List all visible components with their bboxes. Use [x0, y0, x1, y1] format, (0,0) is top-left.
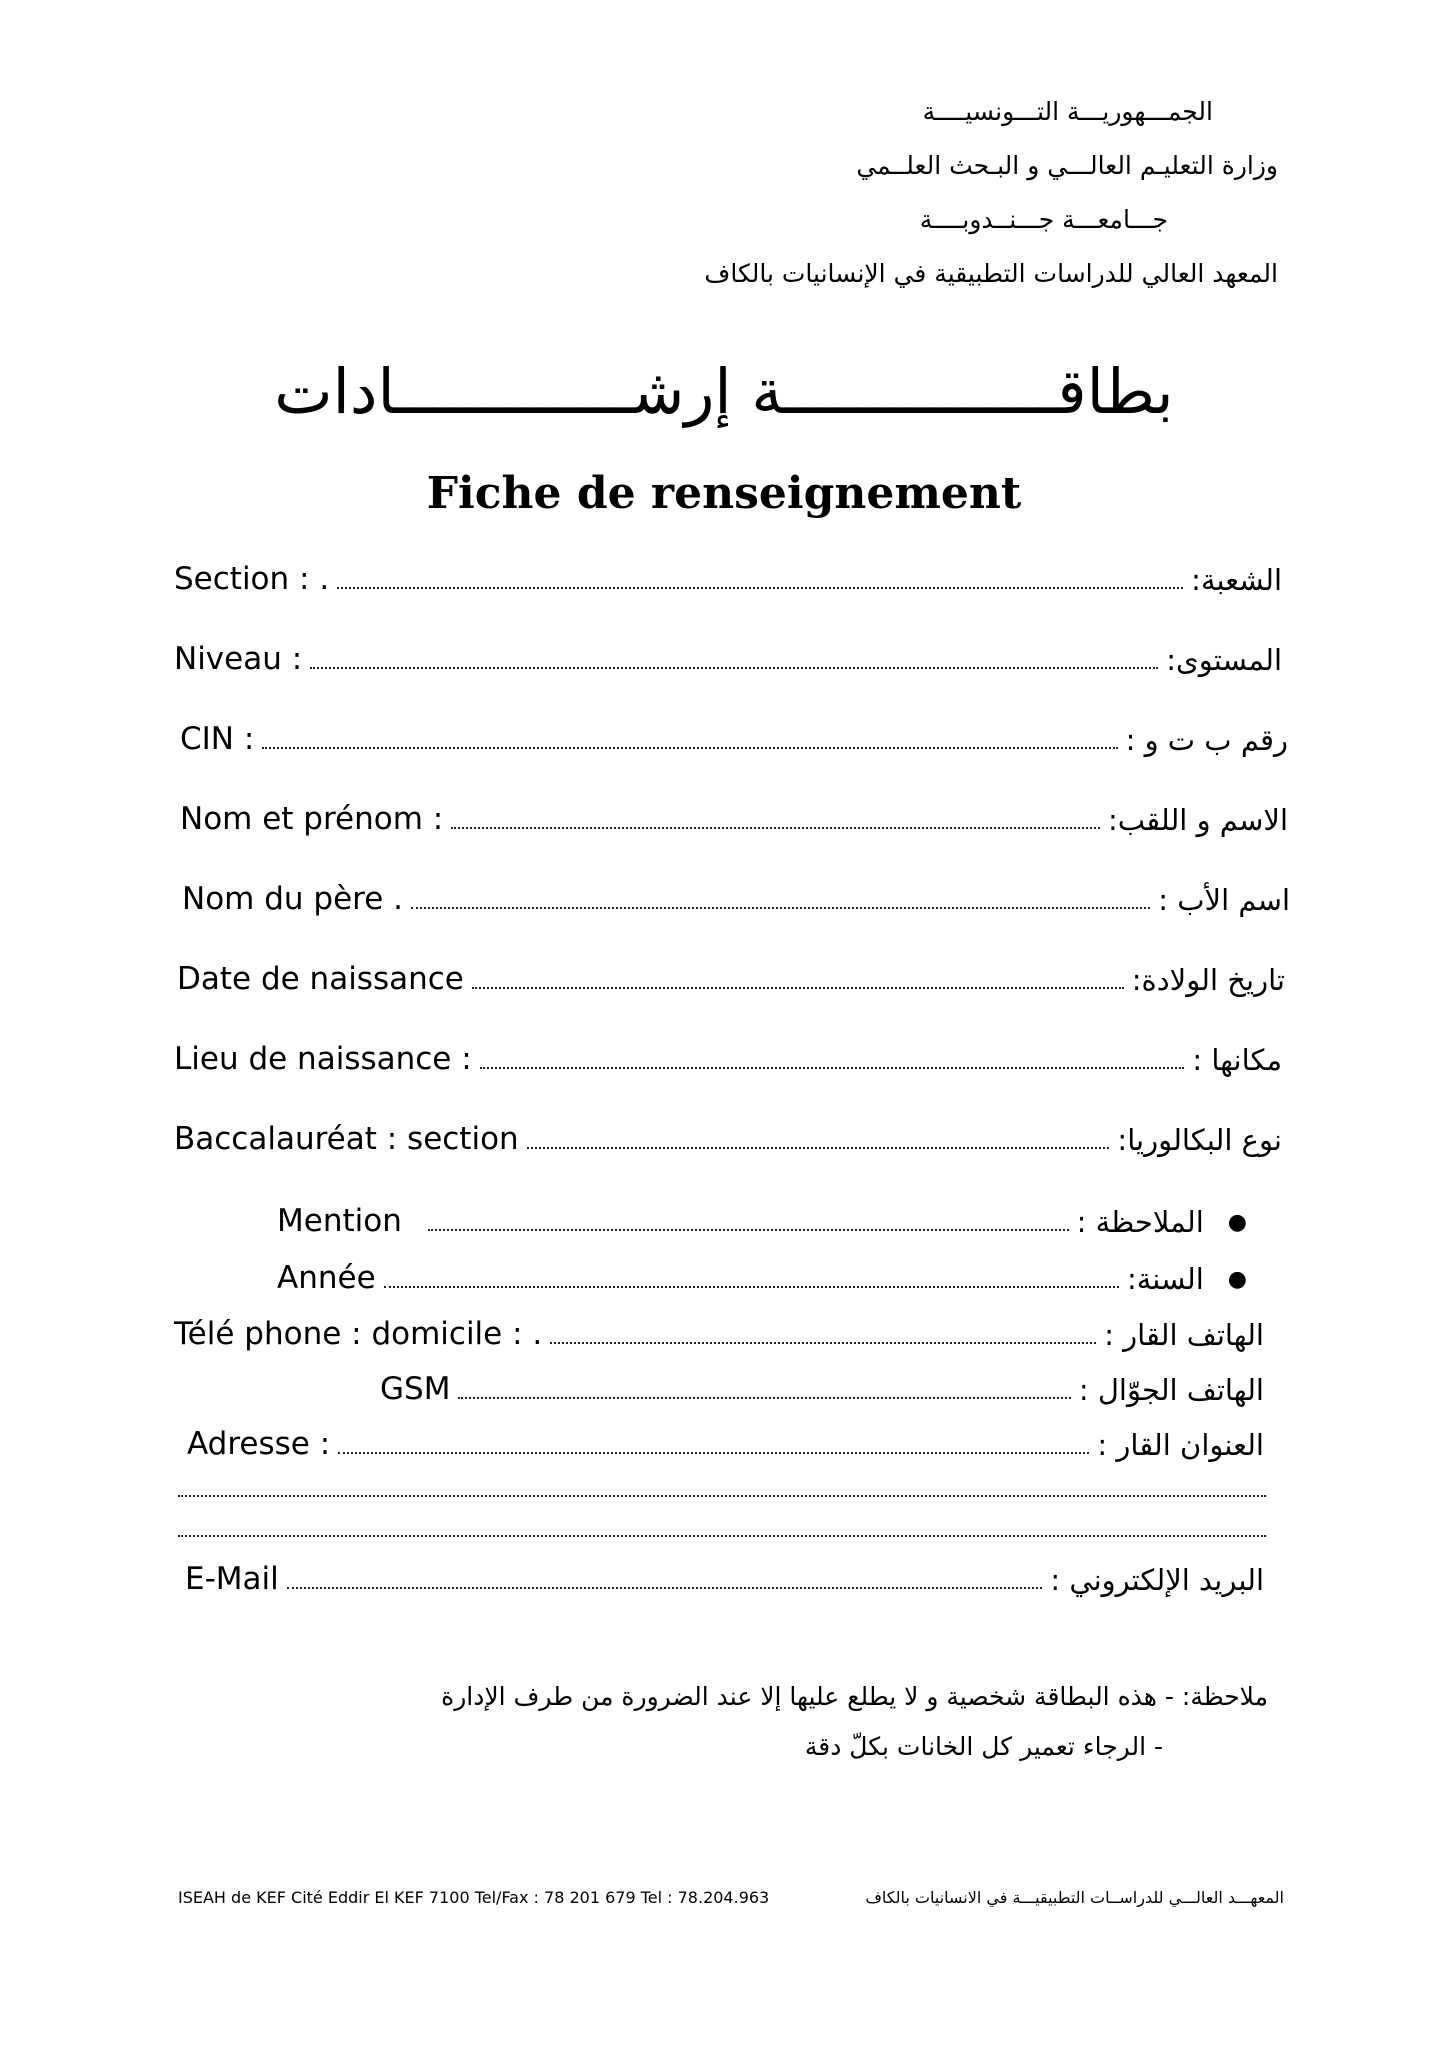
fill-line[interactable] [527, 1146, 1110, 1149]
field-annee[interactable] [277, 1254, 1247, 1300]
field-mention[interactable] [277, 1197, 1247, 1243]
field-label-ar: الاسم و اللقب: [1107, 803, 1288, 837]
field-label-fr: Adresse : [187, 1426, 331, 1462]
fill-line[interactable] [287, 1586, 1043, 1589]
field-label-fr: Date de naissance [177, 961, 464, 997]
field-label-fr: E-Mail [185, 1561, 279, 1597]
address-continuation-line[interactable] [178, 1494, 1266, 1497]
field-adresse[interactable] [187, 1420, 1264, 1466]
field-label-fr: Baccalauréat : section [174, 1121, 519, 1157]
fill-line[interactable] [480, 1066, 1185, 1069]
fill-line[interactable] [458, 1396, 1070, 1399]
field-label-ar: مكانها : [1192, 1043, 1282, 1077]
note-line-2: - الرجاء تعمير كل الخانات بكلّ دقة [804, 1732, 1163, 1761]
field-label-fr: GSM [380, 1371, 451, 1407]
field-label-fr: Mention [277, 1203, 402, 1239]
field-label-ar: الهاتف الجوّال : [1078, 1373, 1264, 1407]
field-label-ar: المستوى: [1166, 643, 1282, 677]
page-title-arabic: بطاقـــــــــــــــة إرشـــــــــــــادات [274, 355, 1174, 428]
field-label-ar: نوع البكالوريا: [1117, 1123, 1282, 1157]
field-label-ar: الشعبة: [1191, 563, 1282, 597]
field-label-ar: تاريخ الولادة: [1131, 963, 1285, 997]
field-label-ar: الملاحظة : [1076, 1205, 1204, 1239]
page-title-french: Fiche de renseignement [426, 468, 1022, 519]
field-nom-prenom[interactable] [180, 795, 1288, 841]
field-label-fr: Section : . [174, 561, 330, 597]
field-label-ar: السنة: [1126, 1262, 1204, 1296]
fill-line[interactable] [428, 1228, 1069, 1231]
field-nom-pere[interactable] [182, 875, 1290, 921]
fill-line[interactable] [262, 746, 1117, 749]
fill-line[interactable] [451, 826, 1100, 829]
fill-line[interactable] [472, 986, 1124, 989]
republic-line: الجمـــهوريـــة التـــونسيــــة [922, 97, 1213, 126]
bullet-icon: ● [1227, 1267, 1247, 1292]
fill-line[interactable] [310, 666, 1158, 669]
field-bac-section[interactable] [174, 1115, 1282, 1161]
field-label-fr: Nom du père . [182, 881, 403, 917]
institute-line: المعهد العالي للدراسات التطبيقية في الإنسانيات بالكاف [704, 259, 1278, 288]
field-email[interactable] [185, 1555, 1264, 1601]
field-label-ar: رقم ب ت و : [1125, 723, 1288, 757]
field-label-ar: الهاتف القار : [1104, 1318, 1264, 1352]
field-label-ar: البريد الإلكتروني : [1050, 1563, 1264, 1597]
field-label-fr: Télé phone : domicile : . [174, 1316, 543, 1352]
footer-address-fr: ISEAH de KEF Cité Eddir El KEF 7100 Tel/Fax : 78 201 679 Tel : 78.204.963 [178, 1888, 770, 1907]
field-section[interactable] [174, 555, 1282, 601]
fill-line[interactable] [384, 1285, 1119, 1288]
field-tel-domicile[interactable] [174, 1310, 1264, 1356]
field-label-fr: Année [277, 1260, 376, 1296]
university-line: جـــامعـــة جـــنــدوبــــة [919, 205, 1168, 234]
field-label-fr: Nom et prénom : [180, 801, 444, 837]
field-label-fr: CIN : [180, 721, 255, 757]
fill-line[interactable] [411, 906, 1150, 909]
fill-line[interactable] [338, 1451, 1089, 1454]
fill-line[interactable] [337, 586, 1183, 589]
note-line-1: ملاحظة: - هذه البطاقة شخصية و لا يطلع عليها إلا عند الضرورة من طرف الإدارة [441, 1682, 1268, 1711]
field-label-fr: Niveau : [174, 641, 303, 677]
footer [178, 1888, 1284, 1907]
note-block [318, 1672, 1268, 1772]
footer-institute-ar: المعهـــد العالـــي للدراســات التطبيقيـــة في الانسانيات بالكاف [865, 1888, 1284, 1907]
field-niveau[interactable] [174, 635, 1282, 681]
field-cin[interactable] [180, 715, 1288, 761]
field-label-fr: Lieu de naissance : [174, 1041, 472, 1077]
field-label-ar: العنوان القار : [1097, 1428, 1264, 1462]
field-label-ar: اسم الأب : [1158, 883, 1290, 917]
field-lieu-naissance[interactable] [174, 1035, 1282, 1081]
bullet-icon: ● [1227, 1210, 1247, 1235]
address-continuation-line[interactable] [178, 1534, 1266, 1537]
field-date-naissance[interactable] [177, 955, 1285, 1001]
field-gsm[interactable] [380, 1365, 1264, 1411]
letterhead [578, 85, 1278, 301]
fill-line[interactable] [550, 1341, 1096, 1344]
ministry-line: وزارة التعليـم العالـــي و البـحث العلــمي [856, 151, 1278, 180]
